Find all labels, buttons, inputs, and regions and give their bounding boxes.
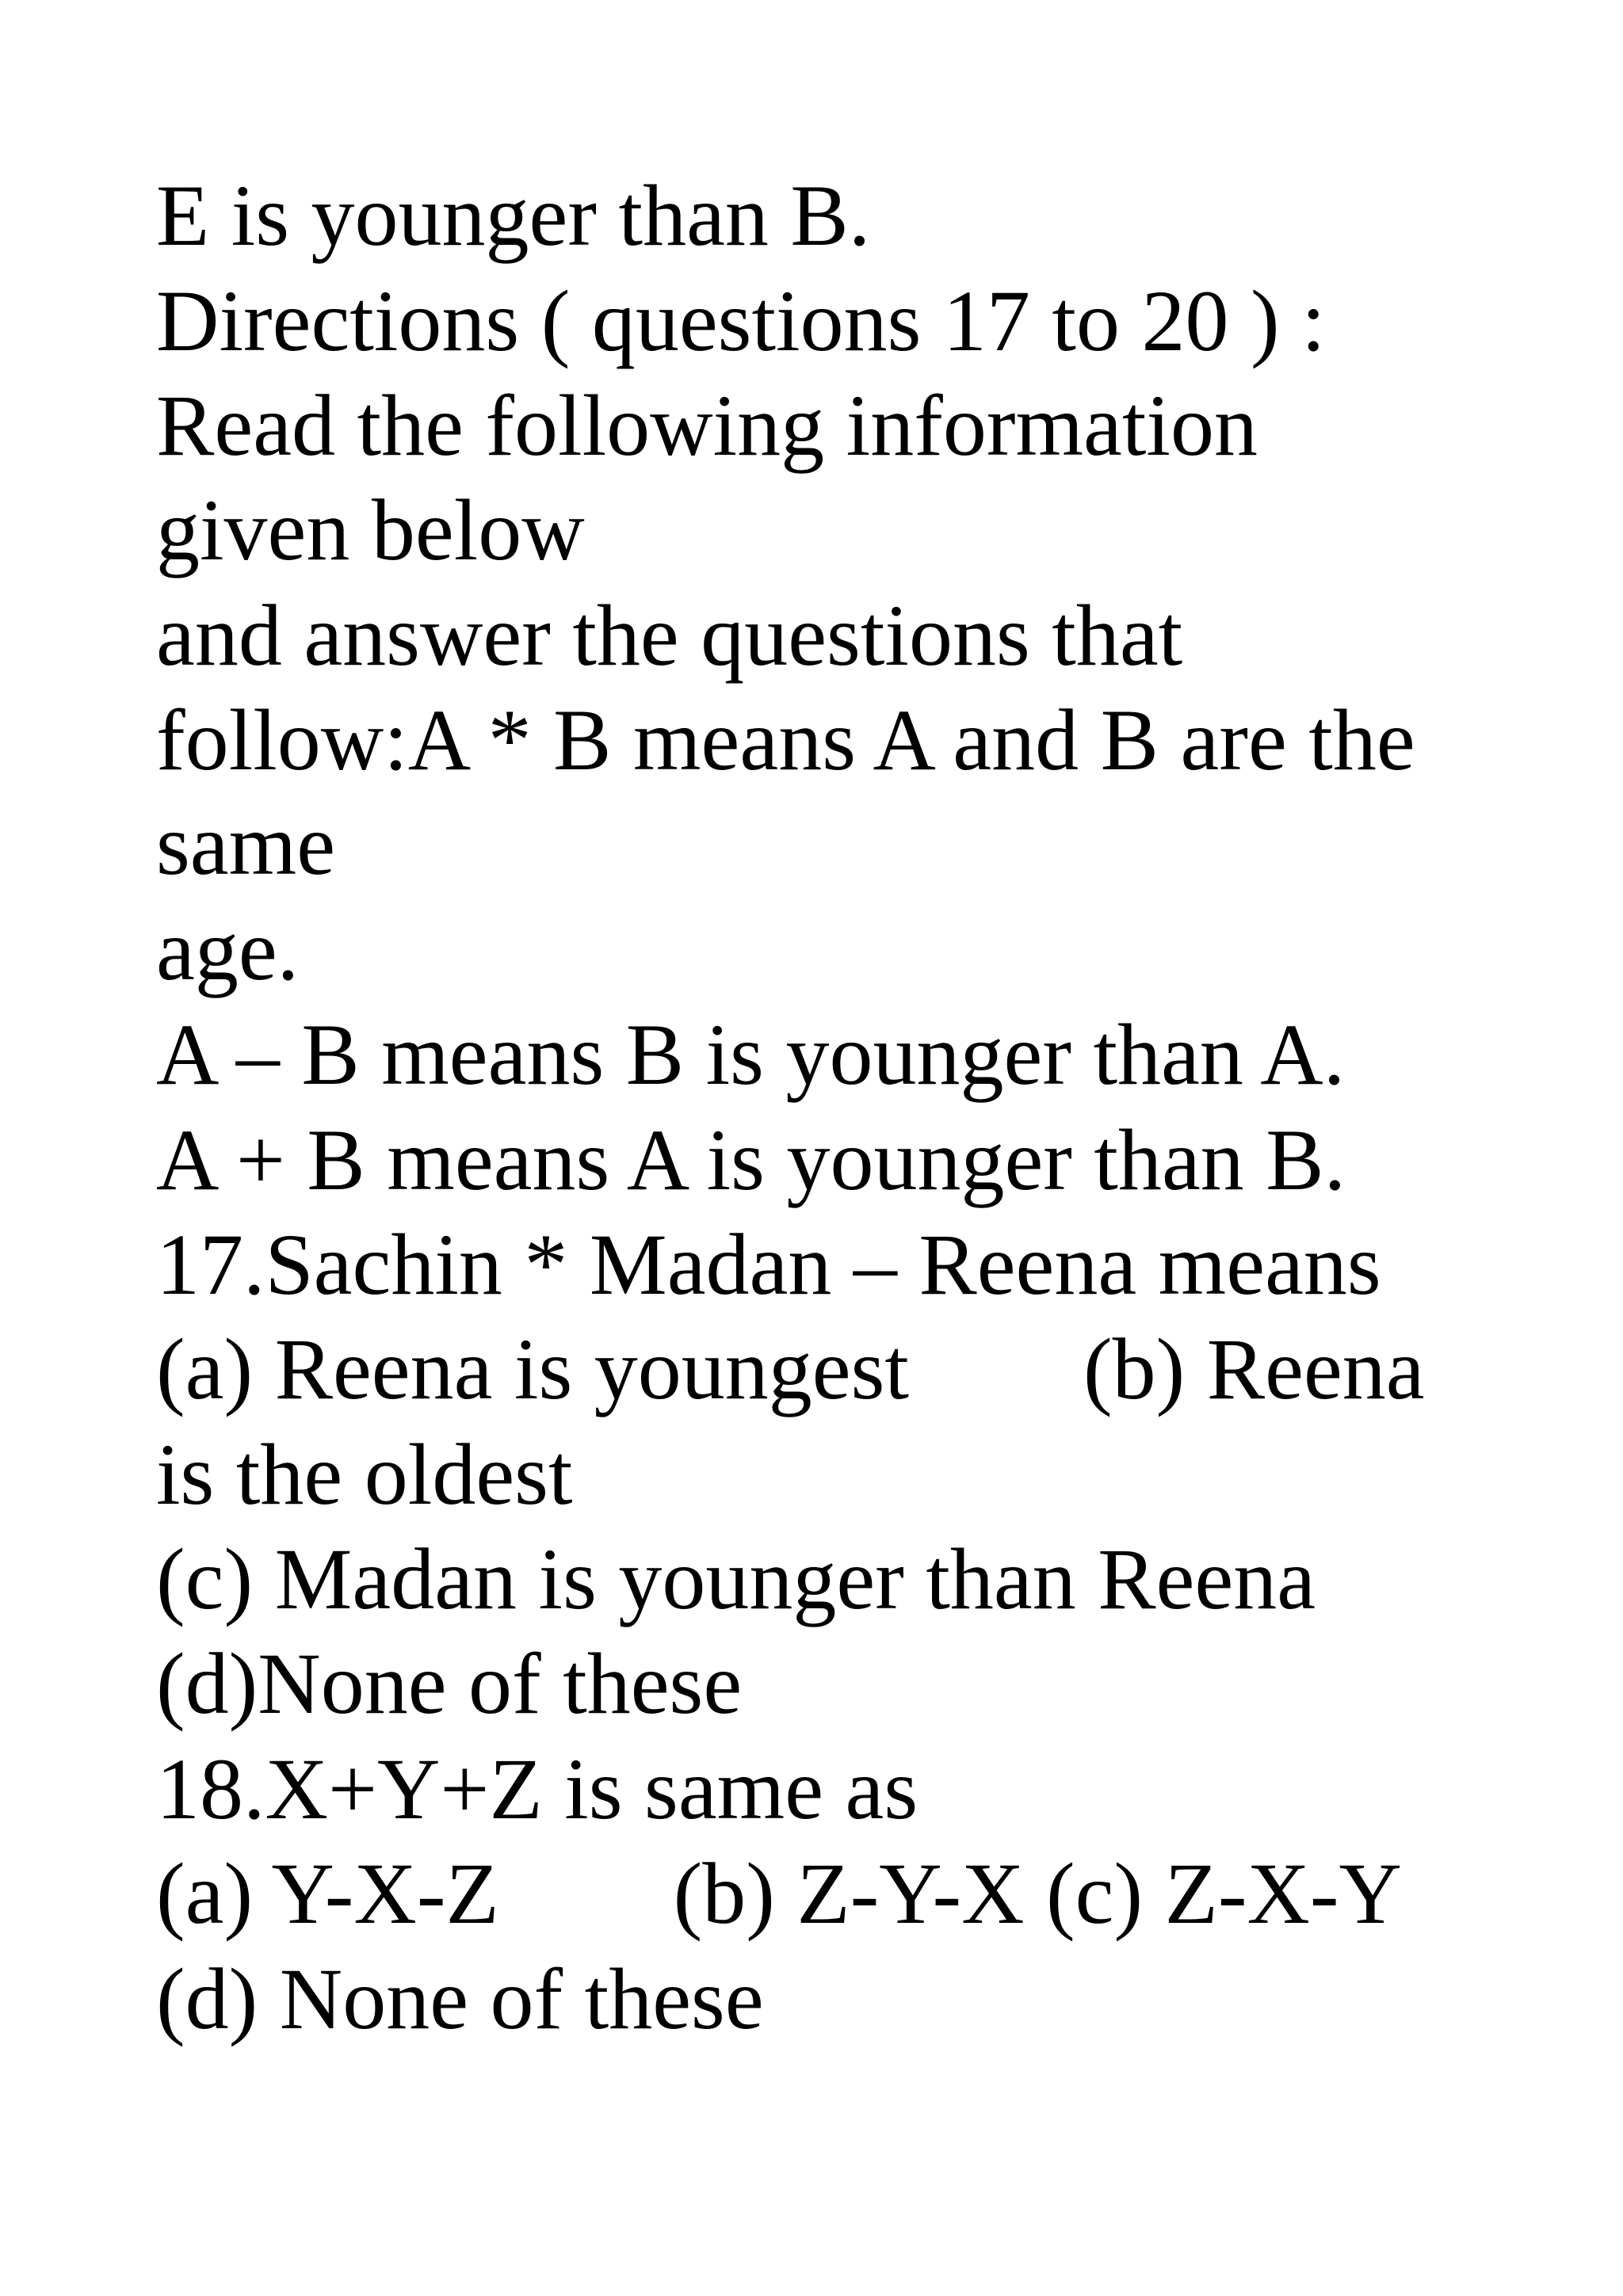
text-line-rule-minus: A – B means B is younger than A.: [156, 1006, 1346, 1103]
question-18-option-d: (d) None of these: [156, 1951, 764, 2047]
question-17-text: 17.Sachin * Madan – Reena means: [156, 1216, 1381, 1313]
text-line-rule-star-2: same: [156, 796, 336, 893]
question-17-option-d: (d)None of these: [156, 1635, 743, 1732]
text-line-directions-body-2: given below: [156, 482, 585, 578]
text-line-rule-plus: A + B means A is younger than B.: [156, 1112, 1346, 1208]
text-line-statement: E is younger than B.: [156, 167, 871, 264]
text-line-directions-heading: Directions ( questions 17 to 20 ) :: [156, 273, 1326, 369]
text-line-directions-body-3: and answer the questions that: [156, 587, 1183, 684]
question-17-options-ab: (a) Reena is youngest (b) Reena: [156, 1321, 1425, 1417]
question-17-options-b-cont: is the oldest: [156, 1426, 573, 1523]
question-18-options-abc: (a) Y-X-Z (b) Z-Y-X (c) Z-X-Y: [156, 1845, 1402, 1942]
text-line-directions-body-1: Read the following information: [156, 377, 1258, 474]
question-18-text: 18.X+Y+Z is same as: [156, 1741, 918, 1837]
question-17-option-c: (c) Madan is younger than Reena: [156, 1531, 1316, 1627]
text-line-rule-star-3: age.: [156, 902, 300, 998]
text-line-rule-star-1: follow:A * B means A and B are the: [156, 692, 1415, 788]
